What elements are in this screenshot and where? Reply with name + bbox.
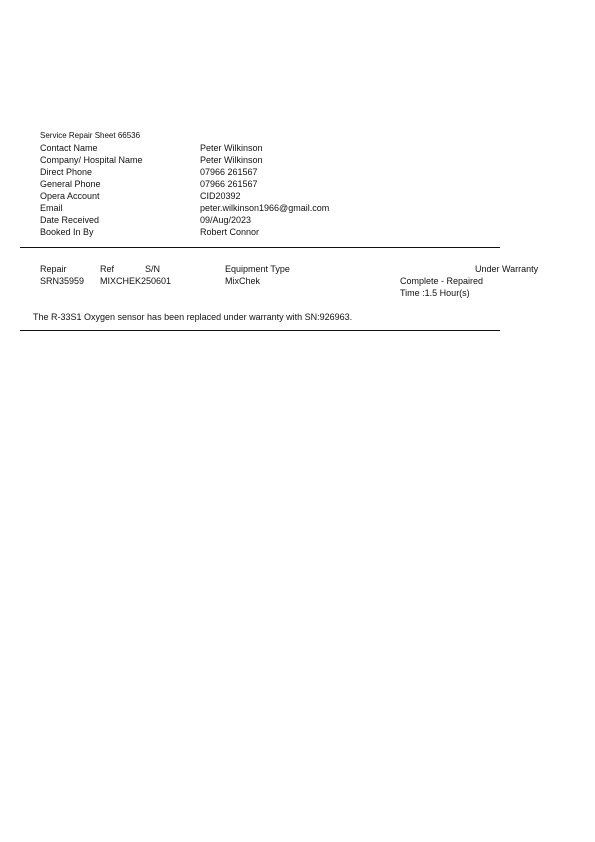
repair-notes: The R-33S1 Oxygen sensor has been replaced under warranty with SN:926963.: [33, 312, 353, 322]
contact-name-value: Peter Wilkinson: [200, 143, 263, 153]
direct-phone-label: Direct Phone: [40, 167, 93, 177]
direct-phone-value: 07966 261567: [200, 167, 258, 177]
contact-name-label: Contact Name: [40, 143, 98, 153]
row-status: Complete - Repaired: [400, 276, 484, 286]
company-value: Peter Wilkinson: [200, 155, 263, 165]
date-received-label: Date Received: [40, 215, 100, 225]
header-under-warranty: Under Warranty: [475, 264, 539, 274]
row-time: Time :1.5 Hour(s): [400, 288, 470, 298]
opera-account-label: Opera Account: [40, 191, 100, 201]
sheet-title: Service Repair Sheet 66536: [40, 131, 141, 140]
row-repair-number: SRN35959: [40, 276, 85, 286]
date-received-value: 09/Aug/2023: [200, 215, 252, 225]
divider-top: [20, 247, 500, 248]
company-label: Company/ Hospital Name: [40, 155, 143, 165]
email-label: Email: [40, 203, 63, 213]
header-equipment-type: Equipment Type: [225, 264, 290, 274]
general-phone-label: General Phone: [40, 179, 101, 189]
divider-bottom: [20, 330, 500, 331]
booked-in-by-label: Booked In By: [40, 227, 94, 237]
header-repair: Repair: [40, 264, 67, 274]
row-ref-sn: MIXCHEK250601: [100, 276, 172, 286]
opera-account-value: CID20392: [200, 191, 241, 201]
email-value: peter.wilkinson1966@gmail.com: [200, 203, 330, 213]
header-ref: Ref: [100, 264, 115, 274]
general-phone-value: 07966 261567: [200, 179, 258, 189]
booked-in-by-value: Robert Connor: [200, 227, 260, 237]
row-equipment-type: MixChek: [225, 276, 261, 286]
header-sn: S/N: [145, 264, 161, 274]
